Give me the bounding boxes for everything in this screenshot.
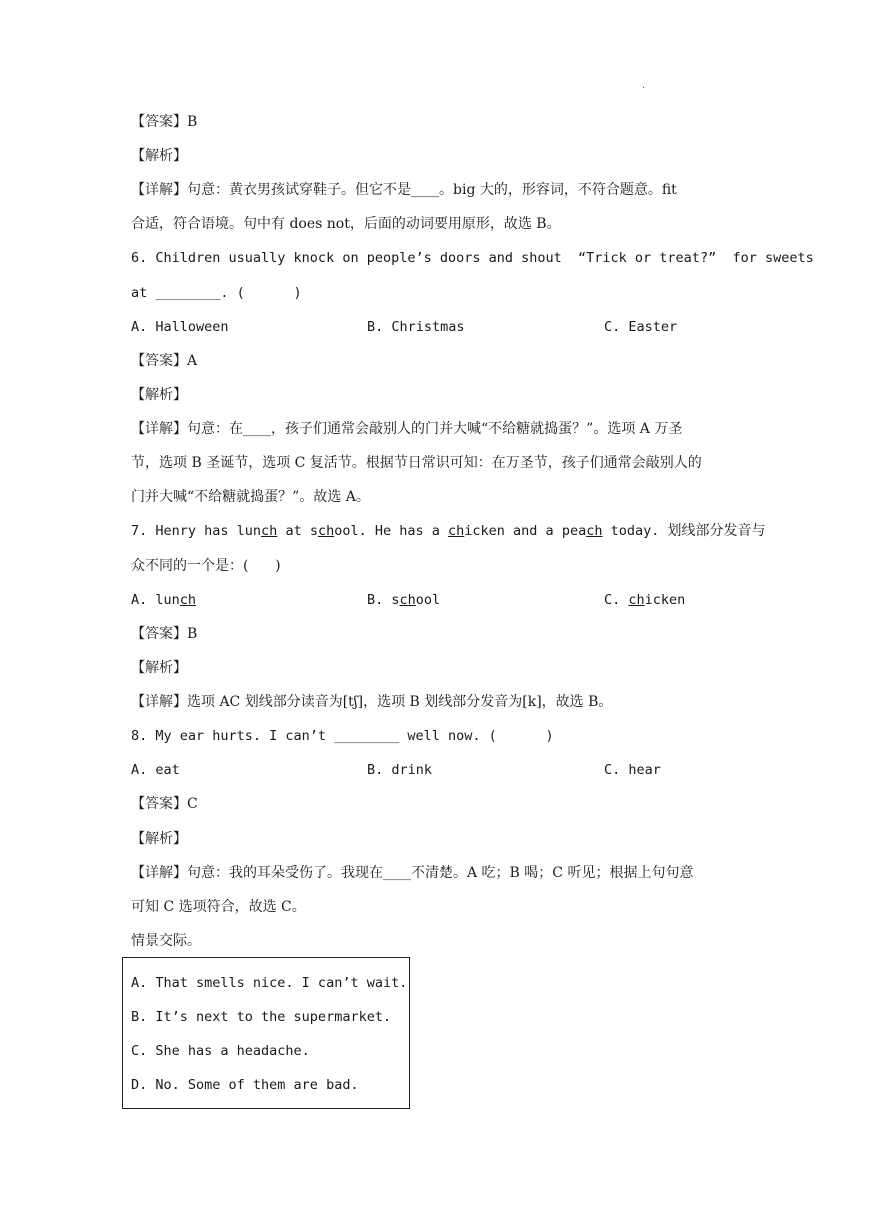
q5-detail-line-1: 【详解】句意：黄衣男孩试穿鞋子。但它不是____。big 大的，形容词，不符合题意。fit: [131, 182, 677, 198]
q6-stem-line-2: at ________. ( ): [131, 285, 302, 301]
q8-option-b: B. drink: [367, 762, 433, 778]
q7-option-b: B. school: [367, 592, 441, 608]
box-option-d: D. No. Some of them are bad.: [131, 1077, 359, 1093]
section-title: 情景交际。: [131, 933, 201, 949]
box-option-a: A. That smells nice. I can’t wait.: [131, 975, 408, 991]
q6-detail-line-3: 门并大喊“不给糖就捣蛋？”。故选 A。: [131, 489, 370, 505]
q6-option-a: A. Halloween: [131, 319, 229, 335]
q7-stem-line-1: 7. Henry has lunch at school. He has a chicken and a peach today. 划线部分发音与: [131, 523, 766, 539]
box-option-c: C. She has a headache.: [131, 1043, 310, 1059]
q6-answer: 【答案】A: [131, 353, 198, 369]
q8-option-a: A. eat: [131, 762, 180, 778]
q7-answer: 【答案】B: [131, 626, 198, 642]
q6-detail-line-1: 【详解】句意：在____，孩子们通常会敲别人的门并大喊“不给糖就捣蛋？”。选项 A 万圣: [131, 421, 683, 437]
box-option-b: B. It’s next to the supermarket.: [131, 1009, 392, 1025]
q7-stem-line-2: 众不同的一个是：( ): [131, 558, 281, 574]
q6-stem-line-1: 6. Children usually knock on people’s doors and shout “Trick or treat?” for sweets: [131, 250, 814, 266]
q8-detail-line-2: 可知 C 选项符合，故选 C。: [131, 899, 306, 915]
header-dot: .: [642, 80, 646, 91]
q7-option-c: C. chicken: [604, 592, 686, 608]
q5-analysis-label: 【解析】: [131, 148, 187, 164]
q5-detail-line-2: 合适，符合语境。句中有 does not，后面的动词要用原形，故选 B。: [131, 216, 561, 232]
q7-option-a: A. lunch: [131, 592, 197, 608]
q8-stem: 8. My ear hurts. I can’t ________ well now. ( ): [131, 728, 554, 744]
q5-answer: 【答案】B: [131, 114, 198, 130]
q6-analysis-label: 【解析】: [131, 387, 187, 403]
q8-answer: 【答案】C: [131, 796, 198, 812]
q7-analysis-label: 【解析】: [131, 660, 187, 676]
q6-option-c: C. Easter: [604, 319, 678, 335]
q8-analysis-label: 【解析】: [131, 831, 187, 847]
q8-detail-line-1: 【详解】句意：我的耳朵受伤了。我现在____不清楚。A 吃；B 喝；C 听见；根据上句句意: [131, 865, 694, 881]
q7-detail: 【详解】选项 AC 划线部分读音为[tʃ]，选项 B 划线部分发音为[k]，故选 B。: [131, 694, 613, 710]
dialogue-options-box: [122, 957, 410, 1109]
q8-option-c: C. hear: [604, 762, 661, 778]
q6-option-b: B. Christmas: [367, 319, 465, 335]
q6-detail-line-2: 节，选项 B 圣诞节，选项 C 复活节。根据节日常识可知：在万圣节，孩子们通常会敲别人的: [131, 455, 702, 471]
